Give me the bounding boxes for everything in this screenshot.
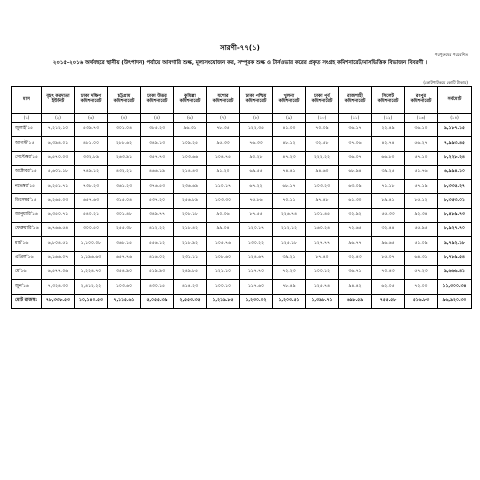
header-cell: সিলেট কমিশনারেট [372, 87, 405, 114]
value-cell: ৭৫.৮৬ [240, 194, 273, 208]
value-cell: ৬৯.৫৫ [240, 165, 273, 179]
value-cell: ৩৩২.৮৯ [75, 151, 108, 165]
value-cell: ১২০.১৭ [240, 223, 273, 237]
header-cell: ঢাকা পূর্ব কমিশনারেট [306, 87, 339, 114]
table-row [12, 237, 472, 251]
total-cell: ৭,১১৫.৬১ [108, 294, 141, 308]
value-cell: ৬,১৬৬.০৭ [42, 251, 75, 265]
value-cell: ৪৮১.০০ [75, 137, 108, 151]
value-cell: ২৫৬.৮৯ [174, 194, 207, 208]
header-row [12, 87, 472, 114]
value-cell: ১০৫.৭৬ [207, 237, 240, 251]
value-cell: ১২৭.৭৭ [306, 237, 339, 251]
value-cell: ৫৭.১৯ [405, 180, 438, 194]
column-number: (১২) [372, 114, 405, 123]
column-number: (২) [42, 114, 75, 123]
value-cell: ২৩১.১১ [174, 251, 207, 265]
value-cell: ৭০.০৯ [306, 123, 339, 137]
value-cell: ৫৫.৯৫ [405, 223, 438, 237]
value-cell: ৩১৫.০৪ [108, 194, 141, 208]
header-cell: খুলনা কমিশনারেট [273, 87, 306, 114]
row-total-cell: ৯,৭৯২.১৮ [438, 237, 472, 251]
value-cell: ৩৬.০৭ [339, 151, 372, 165]
row-total-cell: ৭,৯৯৩.৪৫ [438, 137, 472, 151]
value-cell: ৬৮.১৭ [273, 180, 306, 194]
header-cell: ঢাকা উত্তর কমিশনারেট [141, 87, 174, 114]
header-cell: রংপুর কমিশনারেট [405, 87, 438, 114]
month-cell: ফেব্রুয়ারি'১৬ [12, 223, 42, 237]
value-cell: ৭১.১৮ [372, 180, 405, 194]
value-cell: ৬,৩৯৪.০১ [42, 137, 75, 151]
total-cell: ৯৬,৯২০.৩০ [438, 294, 472, 308]
row-total-cell: ৯,১৮৭.১৫ [438, 123, 472, 137]
top-right-note: পরপুরুষের পরবেশিত [434, 52, 468, 57]
value-cell: ৭৬.৩৩ [240, 137, 273, 151]
value-cell: ৬,৫৭৭.০৬ [42, 265, 75, 279]
value-cell: ৯৬.৭৭ [339, 237, 372, 251]
value-cell: ২১৮.৪২ [174, 223, 207, 237]
table-row [12, 151, 472, 165]
value-cell: ৮৯.৪১ [372, 194, 405, 208]
value-cell: ৪১.০০ [273, 123, 306, 137]
value-cell: ১০৩.৬০ [108, 280, 141, 294]
header-cell: রাজশাহী কমিশনারেট [339, 87, 372, 114]
month-cell: অক্টোবর'১৫ [12, 165, 42, 179]
value-cell: ২১৪.৪৩ [174, 165, 207, 179]
column-number: (৩) [75, 114, 108, 123]
row-total-cell: ৮,৩৩৫.২৭ [438, 180, 472, 194]
value-cell: ৪৮.১২ [273, 137, 306, 151]
value-cell: ৫৭.১০ [405, 151, 438, 165]
column-number: (৪) [108, 114, 141, 123]
value-cell: ৭২.২৩ [273, 265, 306, 279]
value-cell: ২২২.২২ [306, 151, 339, 165]
value-cell: ১,২২৪.৭০ [75, 265, 108, 279]
value-cell: ৩৯.২১ [273, 251, 306, 265]
value-cell: ৫৭.২৩ [405, 265, 438, 279]
value-cell: ১৩০.২২ [240, 237, 273, 251]
value-cell: ৭,৩২৪.৩০ [42, 280, 75, 294]
value-cell: ৭,২১২.১০ [42, 123, 75, 137]
total-cell: ১,৩৯৮.৭১ [306, 294, 339, 308]
column-number: (১৩) [405, 114, 438, 123]
value-cell: ১০৩.২৩ [306, 180, 339, 194]
value-cell: ৩৮৫.২৩ [141, 123, 174, 137]
value-cell: ২,৪১২.২২ [75, 280, 108, 294]
value-cell: ২৪৯.৮৫ [174, 265, 207, 279]
total-cell: ১,২০৩.৫১ [273, 294, 306, 308]
value-cell: ৫১.০৯ [405, 237, 438, 251]
value-cell: ২৫৫.৩৮ [108, 223, 141, 237]
value-cell: ৪৩২.২১ [108, 165, 141, 179]
table-row [12, 194, 472, 208]
row-total-cell: ৮,৪৮৯.৭৩ [438, 208, 472, 222]
value-cell: ১০৮.৬০ [207, 251, 240, 265]
table-row [12, 137, 472, 151]
value-cell: ৭২.৬৫ [339, 223, 372, 237]
value-cell: ৬,৮০৪.৫১ [42, 237, 75, 251]
value-cell: ৬৮.৯৪ [339, 165, 372, 179]
value-cell: ৫১.৭৬ [405, 165, 438, 179]
value-cell: ১০০.১০ [207, 280, 240, 294]
total-label: মোট রাজস্ব: [12, 294, 42, 308]
value-cell: ৬৩.০৯ [339, 180, 372, 194]
value-cell: ৩২.৫৮ [306, 137, 339, 151]
table-row [12, 180, 472, 194]
value-cell: ১২১.১০ [207, 265, 240, 279]
value-cell: ৫,৬০১.১৮ [42, 165, 75, 179]
value-cell: ১০১.৪৫ [306, 208, 339, 222]
value-cell: ১,১০০.০৮ [75, 237, 108, 251]
total-cell: ১,২১৯.৮৫ [207, 294, 240, 308]
table-row [12, 208, 472, 222]
month-cell: জুলাই'১৫ [12, 123, 42, 137]
unit-note: (কোটপাটকমে কোটি টাকায়) [423, 80, 468, 85]
row-total-cell: ১১,৩০০.৩৪ [438, 280, 472, 294]
value-cell: ৯২.৩৪ [405, 208, 438, 222]
header-cell: ঢাকা পশ্চিম কমিশনারেট [240, 87, 273, 114]
column-number: (১৪) [438, 114, 472, 123]
month-cell: নভেম্বর'১৫ [12, 180, 42, 194]
value-cell: ৭০.১১ [273, 194, 306, 208]
value-cell: ৮৭.৫৫ [240, 208, 273, 222]
row-total-cell: ৮,৯২৭.৭০ [438, 223, 472, 237]
value-cell: ৬,২৬৫.০৩ [42, 194, 75, 208]
value-cell: ৬৭.২২ [240, 180, 273, 194]
value-cell: ৫৫৬.১২ [141, 237, 174, 251]
value-cell: ৫৩৭.২০ [141, 194, 174, 208]
column-number: (১১) [339, 114, 372, 123]
value-cell: ৪১৬.০২ [141, 251, 174, 265]
value-cell: ১১০.১৭ [207, 180, 240, 194]
value-cell: ৯৭.৪৮ [306, 194, 339, 208]
value-cell: ৭৩৮.২৩ [75, 180, 108, 194]
value-cell: ৬৪.৩১ [405, 251, 438, 265]
page-title: সারণী-৭৭(১) [220, 44, 260, 52]
header-cell: যশোর কমিশনারেট [207, 87, 240, 114]
value-cell: ৪২.৭৪ [372, 137, 405, 151]
table-subtitle: ২০১৫-২০১৬ অর্থবছরে স্থানীয় (উৎপাদন) পর্যায়ে আবগারি শুল্ক, মূল্যসংযোজন কর, সম্পূরক শুল্ক ও টার্নওভার করের প্রকৃত সংগ্রহ কমিশনারেট/মাসভিত্তিক বিভাজন বিবরণী । [52, 60, 428, 66]
value-cell: ১১৭.৬০ [240, 280, 273, 294]
value-cell: ৬৬.৮০ [372, 151, 405, 165]
value-cell: ৩৫৪.৯০ [108, 265, 141, 279]
value-cell: ২১২.১২ [273, 223, 306, 237]
value-cell: ২০৮.১৮ [174, 208, 207, 222]
revenue-table [11, 86, 472, 309]
total-cell: ২,৫৫৩.৩৫ [174, 294, 207, 308]
value-cell: ৩৬.৭১ [339, 265, 372, 279]
value-cell: ১০৪.৭৫ [207, 151, 240, 165]
month-cell: মে'১৬ [12, 265, 42, 279]
column-number: (৮) [240, 114, 273, 123]
value-cell: ৭৪৯.১২ [75, 165, 108, 179]
table-row [12, 280, 472, 294]
value-cell: ৫৬.২৭ [405, 137, 438, 151]
header-cell: বৃহৎ করদাতা ইউনিট [42, 87, 75, 114]
value-cell: ৬১.৩০ [339, 194, 372, 208]
total-cell: ১০,১৪০.৫৩ [75, 294, 108, 308]
value-cell: ৮৫.১২ [405, 194, 438, 208]
value-cell: ৩০১.০৪ [108, 123, 141, 137]
value-cell: ৯৬.৬৫ [372, 237, 405, 251]
value-cell: ৬৫৭.৬৩ [75, 194, 108, 208]
value-cell: ৩৬.১০ [405, 123, 438, 137]
value-cell: ৬,৩৫০.৭১ [42, 208, 75, 222]
month-cell: ডিসেম্বর'১৫ [12, 194, 42, 208]
value-cell: ৫৩৯.৭৩ [75, 123, 108, 137]
value-cell: ৫৪০.২১ [75, 208, 108, 222]
column-number-row [12, 114, 472, 123]
table-row [12, 165, 472, 179]
row-total-cell: ৮,৩৫৩.০১ [438, 194, 472, 208]
value-cell: ৭০.৪৩ [372, 265, 405, 279]
table-row [12, 265, 472, 279]
month-cell: আগস্ট'১৫ [12, 137, 42, 151]
value-cell: ৩৬.১৭ [339, 123, 372, 137]
value-cell: ৯০.২৮ [240, 151, 273, 165]
header-cell: চট্টগ্রাম কমিশনারেট [108, 87, 141, 114]
value-cell: ১,১৯৬.৬৩ [75, 251, 108, 265]
value-cell: ৮৭.৪০ [306, 251, 339, 265]
value-cell: ৯১.২০ [207, 165, 240, 179]
column-number: (৫) [141, 114, 174, 123]
value-cell: ৫১৯.৯৩ [141, 265, 174, 279]
value-cell: ১০৩.৩০ [207, 194, 240, 208]
value-cell: ৪১৪.২৩ [174, 280, 207, 294]
table-row [12, 223, 472, 237]
row-total-cell: ৮,৭৮৯.৫৪ [438, 251, 472, 265]
value-cell: ১২৫.১৮ [273, 237, 306, 251]
value-cell: ২১৮.৯২ [174, 237, 207, 251]
value-cell: ৩৬১.২৩ [108, 180, 141, 194]
total-cell: ৫,০৫৫.৩৯ [141, 294, 174, 308]
month-cell: সেপ্টেম্বর'১৫ [12, 151, 42, 165]
value-cell: ৬২.০৫ [372, 280, 405, 294]
column-number: (১) [12, 114, 42, 123]
total-cell: ৭৮,৩৩৮.৫৩ [42, 294, 75, 308]
column-number: (৯) [273, 114, 306, 123]
row-total-cell: ৬,৯৯৪.১০ [438, 165, 472, 179]
value-cell: ৪১২.২২ [141, 223, 174, 237]
value-cell: ৩৭৬.৫৩ [141, 180, 174, 194]
value-cell: ৩৪৯.৭৭ [141, 208, 174, 222]
value-cell: ১০৯.২৫ [174, 137, 207, 151]
value-cell: ৬৫৭.৭৬ [108, 251, 141, 265]
header-cell: ঢাকা দক্ষিণ কমিশনারেট [75, 87, 108, 114]
column-number: (১০) [306, 114, 339, 123]
value-cell: ৪৬৬.১৯ [141, 165, 174, 179]
month-cell: মার্চ'১৬ [12, 237, 42, 251]
value-cell: ৮৫.০৭ [372, 251, 405, 265]
total-cell: ৭৫৫.৫৮ [372, 294, 405, 308]
value-cell: ১৬০.২৪ [306, 223, 339, 237]
total-cell: ৬৯৮.৫৯ [339, 294, 372, 308]
value-cell: ৩২.৪৩ [339, 251, 372, 265]
value-cell: ৩৯.২৫ [372, 165, 405, 179]
value-cell: ৭৮.৩৫ [207, 123, 240, 137]
value-cell: ৩২.৯২ [339, 208, 372, 222]
value-cell: ১২২.৩৫ [240, 123, 273, 137]
value-cell: ২২.৪৯ [372, 123, 405, 137]
value-cell: ২২৬.৭৪ [273, 208, 306, 222]
value-cell: ৩৪৯.১৩ [141, 137, 174, 151]
row-total-cell: ৯,৬৬৬.৪১ [438, 265, 472, 279]
value-cell: ৪৭.২৩ [273, 151, 306, 165]
value-cell: ৯৪.৪২ [339, 280, 372, 294]
total-cell: ৫১৬.৮৩ [405, 294, 438, 308]
value-cell: ১২৫.৭৪ [306, 280, 339, 294]
value-cell: ৩৭.০৬ [339, 137, 372, 151]
value-cell: ৪৩০.১৫ [141, 280, 174, 294]
header-cell: কুমিল্লা কমিশনারেট [174, 87, 207, 114]
value-cell: ১০০.১২ [306, 265, 339, 279]
value-cell: ১০৩.৬৬ [174, 151, 207, 165]
value-cell: ৩৫৭.৭৩ [141, 151, 174, 165]
value-cell: ৩০০.৫০ [75, 223, 108, 237]
value-cell: ২৬৩.৯১ [108, 151, 141, 165]
value-cell: ৯৫.৩৩ [207, 137, 240, 151]
value-cell: ৩০১.৪৮ [108, 208, 141, 222]
header-cell: সর্বমোট [438, 87, 472, 114]
value-cell: ৬,২৫১.৭১ [42, 180, 75, 194]
value-cell: ৯৬.৩১ [174, 123, 207, 137]
value-cell: ২৮৮.৬২ [108, 137, 141, 151]
total-cell: ১,২৩০.০২ [240, 294, 273, 308]
column-number: (৬) [174, 114, 207, 123]
table-row [12, 123, 472, 137]
month-cell: জানুয়ারি'১৬ [12, 208, 42, 222]
total-row [12, 294, 472, 308]
value-cell: ১১৭.৭০ [240, 265, 273, 279]
value-cell: ৭৪.৪১ [273, 165, 306, 179]
header-month: মাস [12, 87, 42, 114]
value-cell: ৫৫.৩৩ [372, 208, 405, 222]
value-cell: ৯৯.০৪ [207, 223, 240, 237]
value-cell: ৩৬৮.১৫ [108, 237, 141, 251]
value-cell: ১২৪.৬৭ [240, 251, 273, 265]
table-body [12, 123, 472, 295]
month-cell: এপ্রিল'১৬ [12, 251, 42, 265]
value-cell: ৭২.০০ [405, 280, 438, 294]
value-cell: ৩২.৪৪ [372, 223, 405, 237]
value-cell: ৬,৫৭০.০৩ [42, 151, 75, 165]
month-cell: জুন'১৬ [12, 280, 42, 294]
row-total-cell: ৮,২২৮.২৪ [438, 151, 472, 165]
value-cell: ৭৮.৪৯ [273, 280, 306, 294]
value-cell: ৯৪.৬০ [306, 165, 339, 179]
value-cell: ৯০.০৬ [207, 208, 240, 222]
table-row [12, 251, 472, 265]
column-number: (৭) [207, 114, 240, 123]
value-cell: ৬,৭৬৬.৫৪ [42, 223, 75, 237]
value-cell: ২৩৬.৬৯ [174, 180, 207, 194]
